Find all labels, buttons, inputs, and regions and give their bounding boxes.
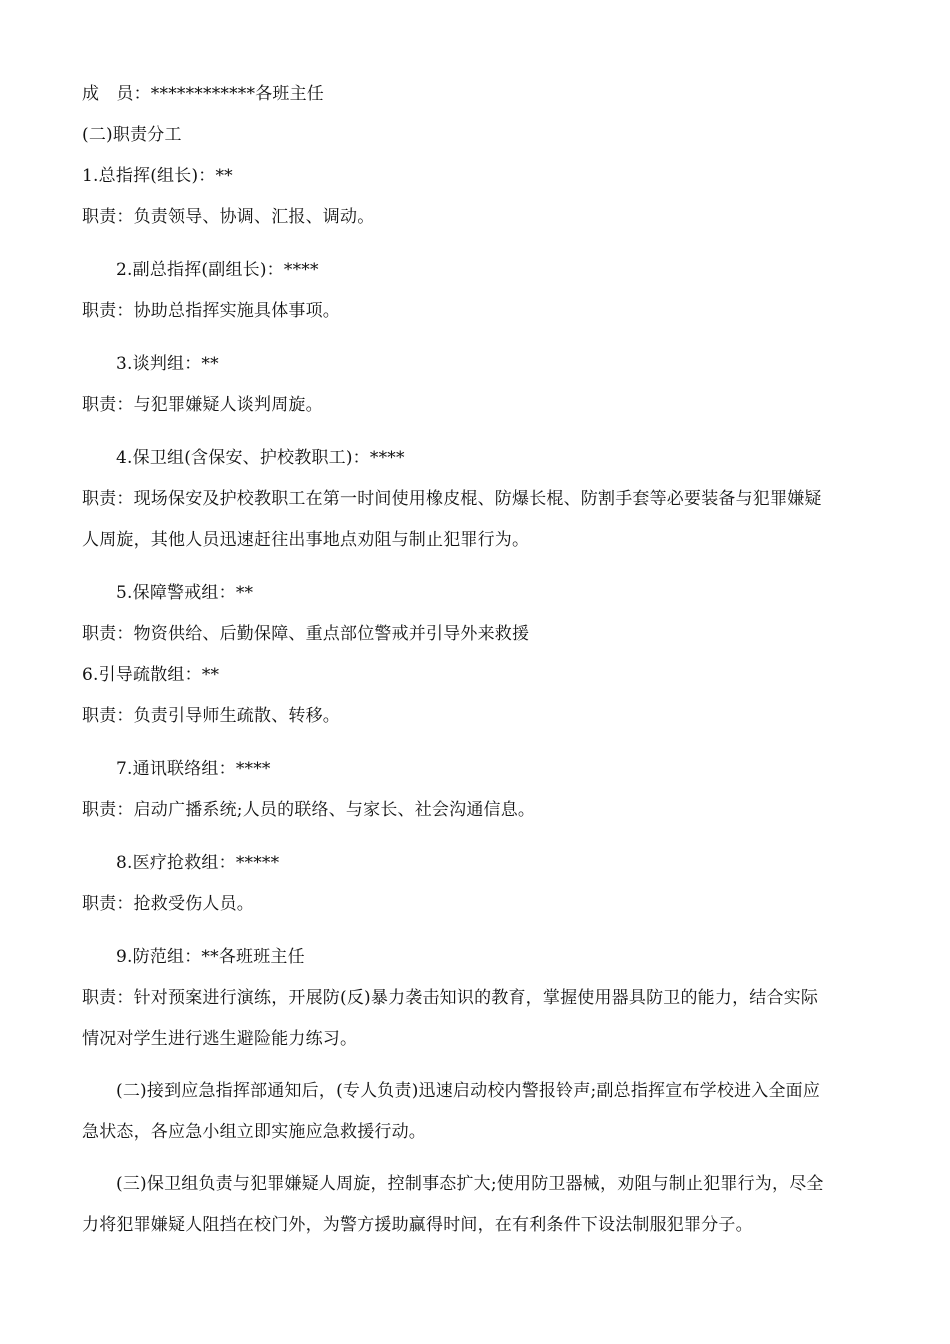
item-4-duty-line-2: 人周旋，其他人员迅速赶往出事地点劝阻与制止犯罪行为。 bbox=[82, 530, 530, 550]
item-6-duty: 职责：负责引导师生疏散、转移。 bbox=[82, 706, 340, 726]
item-9-title: 9.防范组：**各班班主任 bbox=[116, 947, 305, 967]
item-2-title: 2.副总指挥(副组长)：**** bbox=[116, 260, 319, 280]
item-8-duty: 职责：抢救受伤人员。 bbox=[82, 894, 254, 914]
members-line: 成 员：************各班主任 bbox=[82, 84, 324, 104]
item-6-title: 6.引导疏散组：** bbox=[82, 665, 220, 685]
item-9-duty-line-2: 情况对学生进行逃生避险能力练习。 bbox=[82, 1029, 358, 1049]
paragraph-2-line-2: 急状态，各应急小组立即实施应急救援行动。 bbox=[82, 1122, 426, 1142]
paragraph-3-line-1: (三)保卫组负责与犯罪嫌疑人周旋，控制事态扩大;使用防卫器械，劝阻与制止犯罪行为，尽全 bbox=[116, 1174, 824, 1194]
item-2-duty: 职责：协助总指挥实施具体事项。 bbox=[82, 301, 340, 321]
item-9-duty-line-1: 职责：针对预案进行演练，开展防(反)暴力袭击知识的教育，掌握使用器具防卫的能力，结合实际 bbox=[82, 988, 819, 1008]
section-heading-duties: (二)职责分工 bbox=[82, 125, 182, 145]
item-8-title: 8.医疗抢救组：***** bbox=[116, 853, 280, 873]
item-3-duty: 职责：与犯罪嫌疑人谈判周旋。 bbox=[82, 395, 323, 415]
item-4-duty-line-1: 职责：现场保安及护校教职工在第一时间使用橡皮棍、防爆长棍、防割手套等必要装备与犯罪嫌疑 bbox=[82, 489, 822, 509]
paragraph-2-line-1: (二)接到应急指挥部通知后，(专人负责)迅速启动校内警报铃声;副总指挥宣布学校进入全面应 bbox=[116, 1081, 821, 1101]
item-5-duty: 职责：物资供给、后勤保障、重点部位警戒并引导外来救援 bbox=[82, 624, 530, 644]
item-1-duty: 职责：负责领导、协调、汇报、调动。 bbox=[82, 207, 375, 227]
paragraph-3-line-2: 力将犯罪嫌疑人阻挡在校门外，为警方援助赢得时间，在有利条件下设法制服犯罪分子。 bbox=[82, 1215, 753, 1235]
item-7-title: 7.通讯联络组：**** bbox=[116, 759, 271, 779]
item-4-title: 4.保卫组(含保安、护校教职工)：**** bbox=[116, 448, 405, 468]
item-3-title: 3.谈判组：** bbox=[116, 354, 219, 374]
item-7-duty: 职责：启动广播系统;人员的联络、与家长、社会沟通信息。 bbox=[82, 800, 536, 820]
item-1-title: 1.总指挥(组长)：** bbox=[82, 166, 233, 186]
item-5-title: 5.保障警戒组：** bbox=[116, 583, 254, 603]
